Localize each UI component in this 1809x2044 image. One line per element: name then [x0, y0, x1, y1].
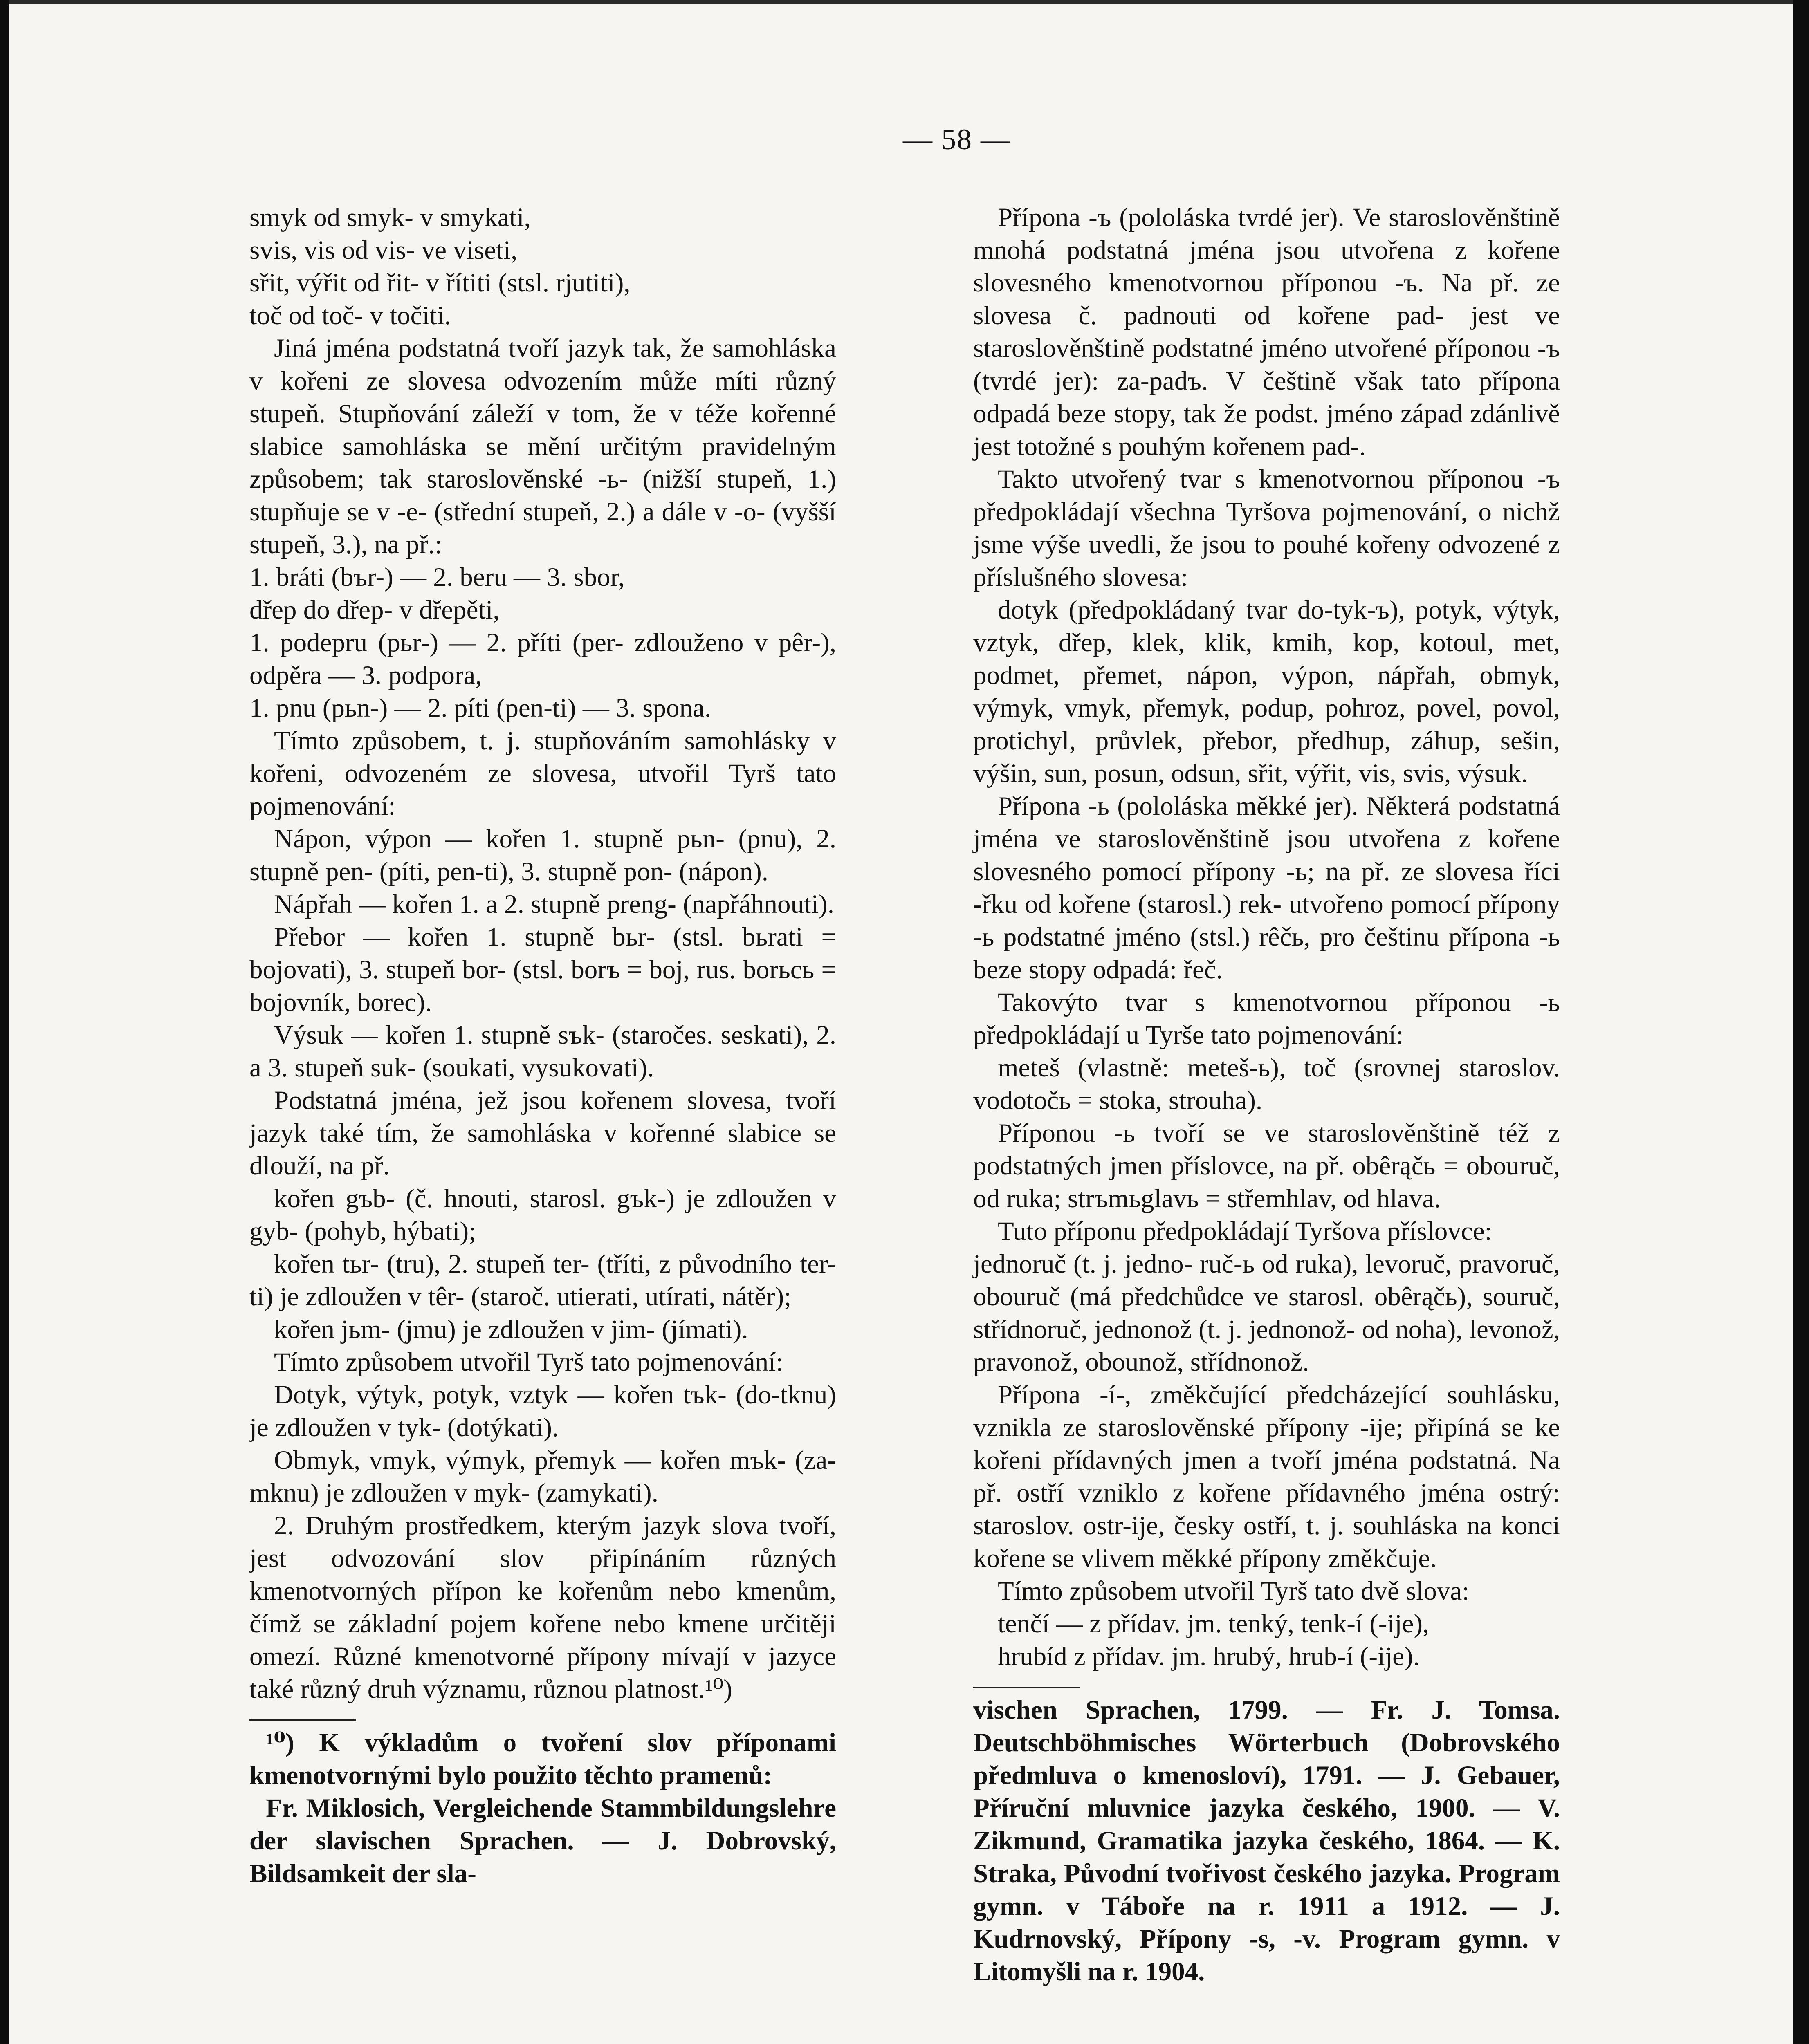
footnote: vischen Sprachen, 1799. — Fr. J. Tomsa. Deutschböhmisches Wörterbuch (Dobrovského předmluva o kmenosloví), 1791. — J. Gebauer, Příruční mluvnice jazyka českého, 1900. — V. Zikmund, Gramatika jazyka českého, 1864. — K. Straka, Původní tvořivost českého jazyka. Program gymn. v Táboře na r. 1911 a 1912. — J. Kudrnovský, Přípony -s, -v. Program gymn. v Litomyšli na r. 1904.	[973, 1695, 1560, 1986]
paragraph: meteš (vlastně: meteš-ь), toč (srovnej staroslov. vodotočь = stoka, strouha).	[973, 1053, 1560, 1115]
footnote: Fr. Miklosich, Vergleichende Stammbildungslehre der slavischen Sprachen. — J. Dobrovský, Bildsamkeit der sla-	[249, 1793, 836, 1888]
paragraph: tenčí — z přídav. jm. tenký, tenk-í (-ije),	[998, 1609, 1430, 1638]
paragraph: Nápřah — kořen 1. a 2. stupně preng- (napřáhnouti).	[274, 890, 834, 919]
paragraph: dřep do dřep- v dřepěti,	[249, 595, 500, 625]
scan-right-border	[1793, 0, 1809, 2044]
paragraph: Přebor — kořen 1. stupně bьr- (stsl. bьrati = bojovati), 3. stupeň bor- (stsl. borъ = boj, rus. borьсь = bojovník, borec).	[249, 922, 836, 1017]
footnote-rule	[249, 1719, 356, 1721]
paragraph: sřit, výřit od řit- v řítiti (stsl. rjutiti),	[249, 268, 631, 298]
paragraph: dotyk (předpokládaný tvar do-tyk-ъ), potyk, výtyk, vztyk, dřep, klek, klik, kmih, kop, kotoul, met, podmet, přemet, nápon, výpon, nápřah, obmyk, výmyk, vmyk, přemyk, podup, pohroz, povel, povol, protichyl, průvlek, přebor, předhup, záhup, sešin, výšin, sun, posun, odsun, sřit, výřit, vis, svis, výsuk.	[973, 595, 1560, 788]
paragraph: Nápon, výpon — kořen 1. stupně pьn- (pnu), 2. stupně pen- (píti, pen-ti), 3. stupně pon- (nápon).	[249, 824, 836, 886]
paragraph: Dotyk, výtyk, potyk, vztyk — kořen tъk- (do-tknu) je zdloužen v tyk- (dotýkati).	[249, 1380, 836, 1442]
scan-top-edge	[0, 0, 1809, 4]
paragraph: Výsuk — kořen 1. stupně sъk- (staročes. seskati), 2. a 3. stupeň suk- (soukati, vysukovati).	[249, 1020, 836, 1083]
paragraph: Tímto způsobem utvořil Tyrš tato dvě slova:	[998, 1576, 1470, 1606]
paragraph: Podstatná jména, jež jsou kořenem slovesa, tvoří jazyk také tím, že samohláska v kořenné slabice se dlouží, na př.	[249, 1086, 836, 1181]
paragraph: 1. bráti (bъr-) — 2. beru — 3. sbor,	[249, 563, 625, 592]
paragraph: Jiná jména podstatná tvoří jazyk tak, že samohláska v kořeni ze slovesa odvozením může míti různý stupeň. Stupňování záleží v tom, že v téže kořenné slabice samohláska se mění určitým pravidelným způsobem; tak staroslověnské -ь- (nižší stupeň, 1.) stupňuje se v -e- (střední stupeň, 2.) a dále v -o- (vyšší stupeň, 3.), na př.:	[249, 334, 836, 559]
paragraph: Přípona -ь (pololáska měkké jer). Některá podstatná jména ve staroslověnštině jsou utvořena z kořene slovesného pomocí přípony -ь; na př. ze slovesa říci -řku od kořene (starosl.) rek- utvořeno pomocí přípony -ь podstatné jméno (stsl.) rêčь, pro češtinu přípona -ь beze stopy odpadá: řeč.	[973, 791, 1560, 984]
page-number: — 58 —	[903, 123, 1011, 156]
paragraph: Tímto způsobem, t. j. stupňováním samohlásky v kořeni, odvozeném ze slovesa, utvořil Tyrš tato pojmenování:	[249, 726, 836, 821]
paragraph: Tuto příponu předpokládají Tyršova příslovce:	[998, 1217, 1492, 1246]
paragraph: Obmyk, vmyk, výmyk, přemyk — kořen mъk- (za-mknu) je zdloužen v myk- (zamykati).	[249, 1446, 836, 1508]
paragraph: 2. Druhým prostředkem, kterým jazyk slova tvoří, jest odvozování slov připínáním různých kmenotvorných přípon ke kořenům nebo kmenům, čímž se základní pojem kořene nebo kmene určitěji omezí. Různé kmenotvorné přípony mívají v jazyce také různý druh významu, různou platnost.¹⁰)	[249, 1511, 836, 1704]
paragraph: kořen gъb- (č. hnouti, starosl. gъk-) je zdloužen v gyb- (pohyb, hýbati);	[249, 1184, 836, 1246]
paragraph: 1. podepru (pьr-) — 2. příti (per- zdlouženo v pêr-), odpěra — 3. podpora,	[249, 628, 836, 690]
paragraph: hrubíd z přídav. jm. hrubý, hrub-í (-ije).	[998, 1642, 1420, 1671]
paragraph: toč od toč- v točiti.	[249, 301, 451, 330]
paragraph: kořen tьr- (tru), 2. stupeň ter- (tříti, z původního ter-ti) je zdloužen v têr- (staroč. utierati, utírati, nátěr);	[249, 1249, 836, 1311]
footnote-rule	[973, 1687, 1080, 1688]
footnote: ¹⁰) K výkladům o tvoření slov příponami kmenotvornými bylo použito těchto pramenů:	[249, 1728, 836, 1790]
paragraph: jednoruč (t. j. jedno- ruč-ь od ruka), levoruč, pravoruč, obouruč (má předchůdce ve starosl. obêrąčь), souruč, střídnoruč, jednonož (t. j. jednonož- od noha), levonož, pravonož, obounož, střídnonož.	[973, 1249, 1560, 1377]
paragraph: smyk od smyk- v smykati,	[249, 203, 531, 232]
paragraph: 1. pnu (pьn-) — 2. píti (pen-ti) — 3. spona.	[249, 693, 711, 723]
paragraph: Takovýto tvar s kmenotvornou příponou -ь předpokládají u Tyrše tato pojmenování:	[973, 988, 1560, 1050]
scan-left-border	[0, 0, 9, 2044]
left-column	[249, 201, 836, 1890]
paragraph: svis, vis od vis- ve viseti,	[249, 235, 518, 265]
paragraph: Příponou -ь tvoří se ve staroslověnštině též z podstatných jmen příslovce, na př. obêrąčь = obouruč, od ruka; strъmьglavь = střemhlav, od hlava.	[973, 1118, 1560, 1213]
paragraph: Přípona -ъ (pololáska tvrdé jer). Ve staroslověnštině mnohá podstatná jména jsou utvořena z kořene slovesného kmenotvornou příponou -ъ. Na př. ze slovesa č. padnouti od kořene pad- jest ve staroslověnštině podstatné jméno utvořené příponou -ъ (tvrdé jer): za-padъ. V češtině však tato přípona odpadá beze stopy, tak že podst. jméno západ zdánlivě jest totožné s pouhým kořenem pad-.	[973, 203, 1560, 461]
paragraph: Přípona -í-, změkčující předcházející souhlásku, vznikla ze staroslověnské přípony -ije; připíná se ke kořeni přídavných jmen a tvoří jména podstatná. Na př. ostří vzniklo z kořene přídavného jména ostrý: staroslov. ostr-ije, česky ostří, t. j. souhláska na konci kořene se vlivem měkké přípony změkčuje.	[973, 1380, 1560, 1573]
right-column	[973, 201, 1560, 1988]
paragraph: kořen jьm- (jmu) je zdloužen v jim- (jímati).	[274, 1315, 748, 1344]
paragraph: Tímto způsobem utvořil Tyrš tato pojmenování:	[274, 1347, 783, 1377]
paragraph: Takto utvořený tvar s kmenotvornou příponou -ъ předpokládají všechna Tyršova pojmenování, o nichž jsme výše uvedli, že jsou to pouhé kořeny odvozené z příslušného slovesa:	[973, 464, 1560, 592]
